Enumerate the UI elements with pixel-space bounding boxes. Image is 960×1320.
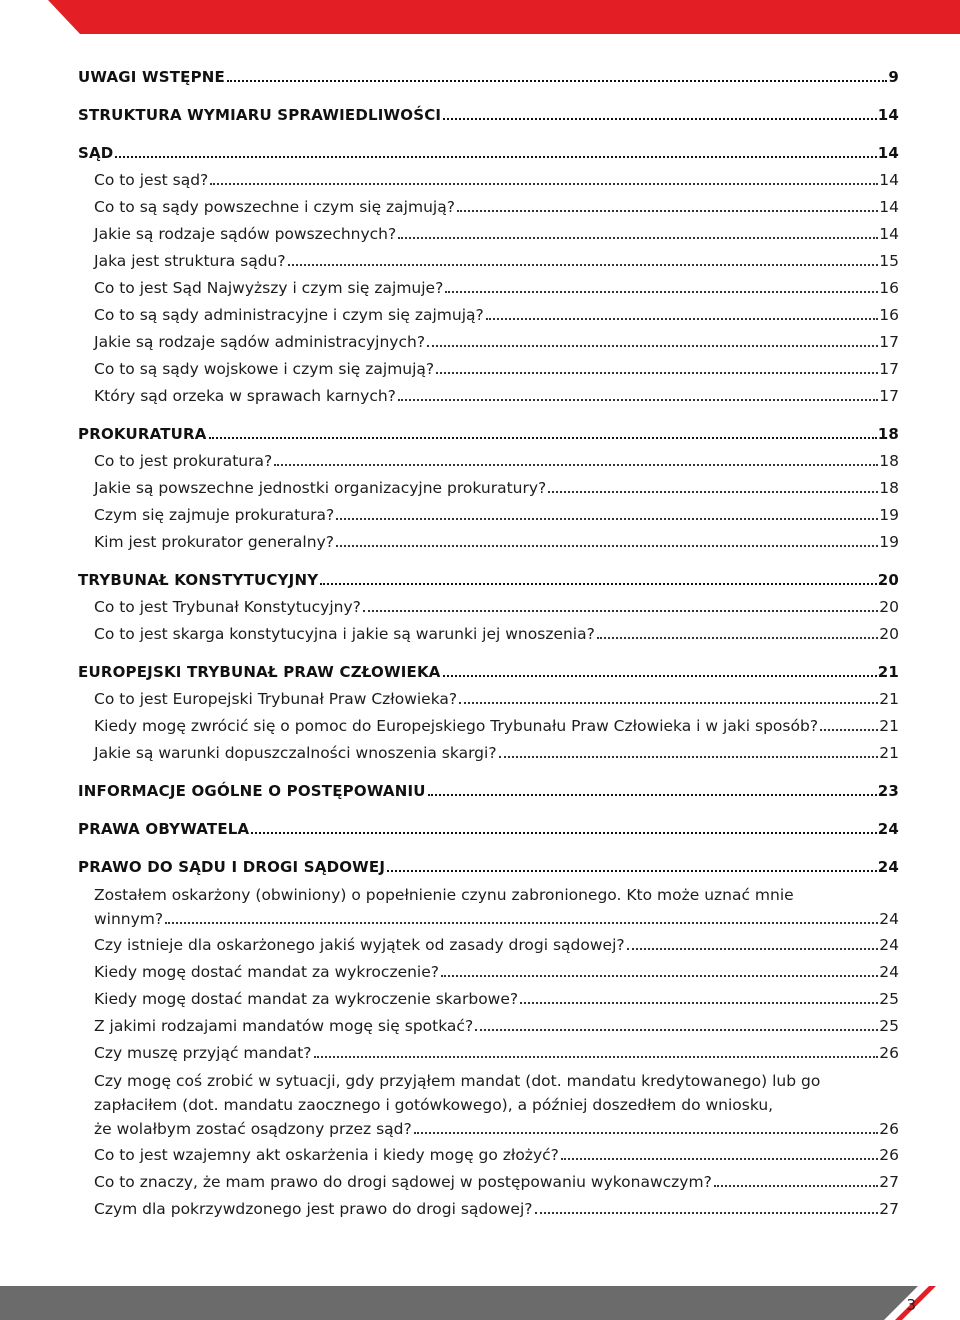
toc-entry-title-tail: winnym? [94, 910, 164, 928]
toc-entry-page: 25 [879, 1017, 899, 1035]
dot-leader [398, 399, 878, 401]
toc-section [78, 659, 899, 767]
toc-section [78, 421, 899, 556]
toc-entry-title: Jakie są powszechne jednostki organizacyjne prokuratury? [94, 479, 547, 497]
toc-entry-title: Co to są sądy administracyjne i czym się zajmują? [94, 306, 484, 324]
toc-entry[interactable] [78, 221, 899, 248]
dot-leader [486, 318, 879, 320]
dot-leader [627, 948, 879, 950]
toc-entry[interactable] [78, 986, 899, 1013]
dot-leader [436, 372, 878, 374]
toc-entry[interactable] [78, 529, 899, 556]
toc-entry-page: 17 [879, 360, 899, 378]
toc-entry-title: Który sąd orzeka w sprawach karnych? [94, 387, 396, 405]
toc-entry[interactable] [78, 356, 899, 383]
toc-heading-title: PRAWO DO SĄDU I DROGI SĄDOWEJ [78, 858, 386, 876]
dot-leader [535, 1212, 879, 1214]
dot-leader [363, 610, 878, 612]
toc-entry[interactable] [78, 248, 899, 275]
dot-leader [288, 264, 879, 266]
dot-leader [441, 975, 878, 977]
toc-entry-page: 14 [879, 225, 899, 243]
dot-leader [115, 156, 876, 158]
dot-leader [445, 291, 878, 293]
toc-entry-title: Co to są sądy powszechne i czym się zajmują? [94, 198, 455, 216]
toc-heading-page: 24 [877, 858, 899, 876]
toc-heading-page: 20 [877, 571, 899, 589]
toc-entry-title: Jakie są rodzaje sądów powszechnych? [94, 225, 397, 243]
toc-entry[interactable] [78, 621, 899, 648]
toc-heading-title: INFORMACJE OGÓLNE O POSTĘPOWANIU [78, 782, 426, 800]
toc-entry[interactable] [78, 881, 899, 932]
toc-entry-page: 24 [879, 910, 899, 928]
toc-entry-title: Jakie są rodzaje sądów administracyjnych? [94, 333, 426, 351]
toc-section [78, 567, 899, 648]
toc-heading-page: 9 [888, 68, 899, 86]
toc-entry-title: Co to jest skarga konstytucyjna i jakie są warunki jej wnoszenia? [94, 625, 595, 643]
toc-entry-page: 21 [879, 690, 899, 708]
toc-entry-title: Co to są sądy wojskowe i czym się zajmują? [94, 360, 435, 378]
dot-leader [414, 1132, 879, 1134]
toc-heading[interactable] [78, 64, 899, 91]
toc-entry-page: 18 [879, 452, 899, 470]
toc-entry-page: 27 [879, 1173, 899, 1191]
toc-entry[interactable] [78, 302, 899, 329]
toc-entry[interactable] [78, 329, 899, 356]
toc-entry[interactable] [78, 686, 899, 713]
page-number: 3 [906, 1296, 916, 1314]
toc-entry-page: 17 [879, 387, 899, 405]
toc-heading-title: EUROPEJSKI TRYBUNAŁ PRAW CZŁOWIEKA [78, 663, 441, 681]
toc-entry[interactable] [78, 502, 899, 529]
dot-leader [227, 80, 887, 82]
toc-entry[interactable] [78, 194, 899, 221]
toc-entry-title: Czym dla pokrzywdzonego jest prawo do drogi sądowej? [94, 1200, 533, 1218]
toc-entry-page: 25 [879, 990, 899, 1008]
toc-entry-title: Co to jest wzajemny akt oskarżenia i kiedy mogę go złożyć? [94, 1146, 559, 1164]
toc-heading-page: 18 [877, 425, 899, 443]
toc-entry-title: Kiedy mogę dostać mandat za wykroczenie skarbowe? [94, 990, 519, 1008]
toc-entry[interactable] [78, 594, 899, 621]
toc-entry-page: 19 [879, 533, 899, 551]
toc-entry[interactable] [78, 1169, 899, 1196]
toc-entry-page: 19 [879, 506, 899, 524]
dot-leader [336, 518, 878, 520]
toc-section [78, 854, 899, 1223]
toc-entry[interactable] [78, 383, 899, 410]
dot-leader [457, 210, 878, 212]
toc-entry[interactable] [78, 959, 899, 986]
toc-entry-title: Kiedy mogę zwrócić się o pomoc do Europejskiego Trybunału Praw Człowieka i w jaki sposób? [94, 717, 819, 735]
dot-leader [428, 794, 877, 796]
toc-heading-title: STRUKTURA WYMIARU SPRAWIEDLIWOŚCI [78, 106, 442, 124]
dot-leader [251, 832, 876, 834]
toc-entry-page: 26 [879, 1120, 899, 1138]
toc-entry[interactable] [78, 932, 899, 959]
toc-heading-page: 14 [877, 106, 899, 124]
dot-leader [597, 637, 878, 639]
toc-heading-page: 14 [877, 144, 899, 162]
toc-section [78, 816, 899, 843]
toc-entry[interactable] [78, 167, 899, 194]
dot-leader [336, 545, 878, 547]
toc-entry-page: 26 [879, 1146, 899, 1164]
toc-entry-page: 21 [879, 717, 899, 735]
toc-entry-page: 14 [879, 171, 899, 189]
toc-entry-title: Co to znaczy, że mam prawo do drogi sądowej w postępowaniu wykonawczym? [94, 1173, 712, 1191]
dot-leader [274, 464, 878, 466]
dot-leader [499, 756, 879, 758]
toc-heading-page: 23 [877, 782, 899, 800]
toc-heading-title: PROKURATURA [78, 425, 207, 443]
toc-heading-title: SĄD [78, 144, 114, 162]
dot-leader [443, 118, 877, 120]
toc-entry[interactable] [78, 475, 899, 502]
dot-leader [320, 583, 876, 585]
toc-entry-page: 26 [879, 1044, 899, 1062]
toc-section [78, 778, 899, 805]
toc-entry-title: Z jakimi rodzajami mandatów mogę się spotkać? [94, 1017, 474, 1035]
toc-entry-page: 21 [879, 744, 899, 762]
toc-entry-title: Co to jest sąd? [94, 171, 209, 189]
dot-leader [427, 345, 878, 347]
header-red-band [0, 0, 960, 34]
toc-entry-page: 27 [879, 1200, 899, 1218]
toc-heading[interactable] [78, 567, 899, 594]
toc-section [78, 102, 899, 129]
toc-heading[interactable] [78, 778, 899, 805]
toc-entry[interactable] [78, 713, 899, 740]
toc-section [78, 64, 899, 91]
dot-leader [820, 729, 878, 731]
toc-heading[interactable] [78, 816, 899, 843]
toc-entry-page: 24 [879, 963, 899, 981]
toc-entry[interactable] [78, 1142, 899, 1169]
toc-heading[interactable] [78, 421, 899, 448]
toc-entry-page: 16 [879, 279, 899, 297]
toc-entry-title: Co to jest prokuratura? [94, 452, 273, 470]
dot-leader [443, 675, 877, 677]
toc-entry-title: Co to jest Europejski Trybunał Praw Człowieka? [94, 690, 458, 708]
toc-heading-page: 24 [877, 820, 899, 838]
toc-entry-title: Czy mogę coś zrobić w sytuacji, gdy przyjąłem mandat (dot. mandatu kredytowanego) lub go zapłaciłem (dot. mandatu zaocznego i gotówkowego), a później doszedłem do wniosku, [94, 1072, 821, 1114]
dot-leader [548, 491, 878, 493]
toc-entry-page: 15 [879, 252, 899, 270]
toc-heading[interactable] [78, 854, 899, 881]
footer-band [0, 1286, 960, 1320]
table-of-contents [78, 64, 899, 1234]
toc-entry[interactable] [78, 275, 899, 302]
toc-entry-title: Jakie są warunki dopuszczalności wnoszenia skargi? [94, 744, 497, 762]
dot-leader [387, 870, 877, 872]
toc-entry[interactable] [78, 740, 899, 767]
toc-section [78, 140, 899, 410]
dot-leader [459, 702, 878, 704]
toc-entry-title: Czym się zajmuje prokuratura? [94, 506, 335, 524]
dot-leader [398, 237, 878, 239]
dot-leader [209, 437, 877, 439]
toc-entry-title: Co to jest Sąd Najwyższy i czym się zajmuje? [94, 279, 444, 297]
toc-entry-title: Zostałem oskarżony (obwiniony) o popełnienie czynu zabronionego. Kto może uznać mnie [94, 886, 794, 904]
toc-entry-page: 20 [879, 625, 899, 643]
toc-entry-title: Kiedy mogę dostać mandat za wykroczenie? [94, 963, 440, 981]
toc-heading[interactable] [78, 659, 899, 686]
toc-heading-title: TRYBUNAŁ KONSTYTUCYJNY [78, 571, 319, 589]
toc-entry-page: 14 [879, 198, 899, 216]
toc-entry[interactable] [78, 1040, 899, 1067]
dot-leader [475, 1029, 878, 1031]
toc-entry-page: 16 [879, 306, 899, 324]
dot-leader [561, 1158, 878, 1160]
toc-entry-title: Kim jest prokurator generalny? [94, 533, 334, 551]
toc-entry-page: 17 [879, 333, 899, 351]
toc-entry-page: 18 [879, 479, 899, 497]
toc-entry-title-tail: że wolałbym zostać osądzony przez sąd? [94, 1120, 412, 1138]
toc-entry-title: Czy istnieje dla oskarżonego jakiś wyjątek od zasady drogi sądowej? [94, 936, 625, 954]
dot-leader [314, 1056, 879, 1058]
toc-heading-title: PRAWA OBYWATELA [78, 820, 250, 838]
toc-entry[interactable] [78, 1067, 899, 1142]
dot-leader [210, 183, 878, 185]
dot-leader [520, 1002, 878, 1004]
toc-heading-page: 21 [877, 663, 899, 681]
toc-entry[interactable] [78, 1196, 899, 1223]
toc-entry[interactable] [78, 1013, 899, 1040]
toc-heading[interactable] [78, 140, 899, 167]
toc-entry-title: Czy muszę przyjąć mandat? [94, 1044, 312, 1062]
toc-heading-title: UWAGI WSTĘPNE [78, 68, 225, 86]
toc-entry-title: Co to jest Trybunał Konstytucyjny? [94, 598, 361, 616]
toc-entry-title: Jaka jest struktura sądu? [94, 252, 286, 270]
dot-leader [165, 922, 878, 924]
toc-entry-page: 20 [879, 598, 899, 616]
dot-leader [714, 1185, 878, 1187]
toc-entry-page: 24 [879, 936, 899, 954]
toc-entry[interactable] [78, 448, 899, 475]
toc-heading[interactable] [78, 102, 899, 129]
